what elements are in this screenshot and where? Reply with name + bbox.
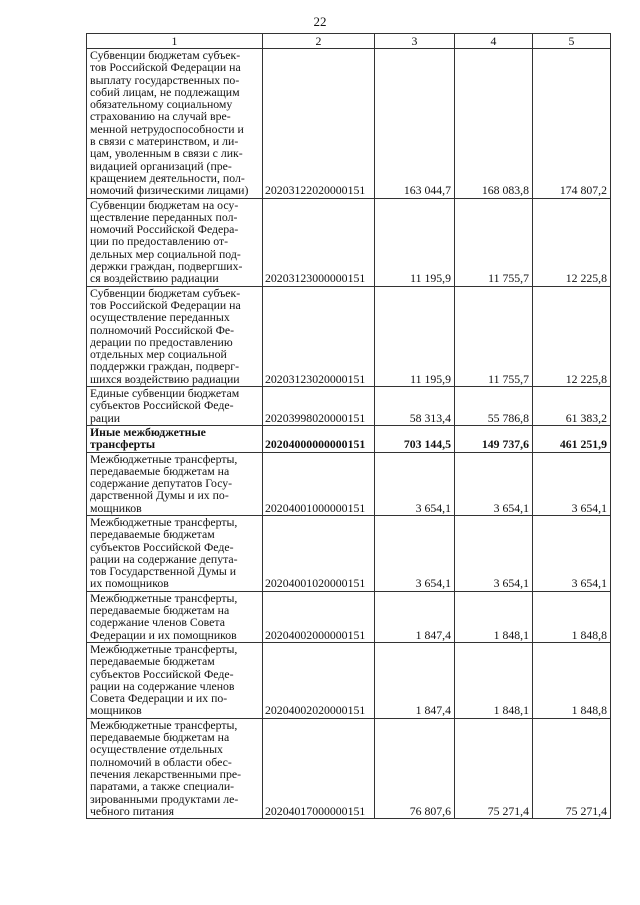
row-value-col3: 703 144,5 <box>375 425 455 452</box>
row-value-col4: 11 755,7 <box>455 286 533 386</box>
row-name-cell: Межбюджетные трансферты, передаваемые бюджетам на осуществление отдельных полномочий в области обес- печения лекарственными пре- паратами, а также специали- зированными продуктами ле- чебного питания <box>87 718 263 818</box>
column-header: 2 <box>263 34 375 49</box>
row-value-col4: 1 848,1 <box>455 591 533 642</box>
page-number: 22 <box>313 14 327 29</box>
row-value-col4: 55 786,8 <box>455 387 533 426</box>
row-code-cell: 20203123020000151 <box>263 286 375 386</box>
row-value-col4: 75 271,4 <box>455 718 533 818</box>
row-value-col3: 76 807,6 <box>375 718 455 818</box>
row-value-col3: 11 195,9 <box>375 286 455 386</box>
row-value-col5: 461 251,9 <box>533 425 611 452</box>
row-value-col5: 12 225,8 <box>533 198 611 286</box>
row-name-cell: Межбюджетные трансферты, передаваемые бюджетам на содержание членов Совета Федерации и их помощников <box>87 591 263 642</box>
row-value-col3: 58 313,4 <box>375 387 455 426</box>
row-value-col3: 3 654,1 <box>375 452 455 515</box>
row-code-cell: 20204002020000151 <box>263 642 375 718</box>
row-name-cell: Межбюджетные трансферты, передаваемые бюджетам субъектов Российской Феде- рации на содержание членов Совета Федерации и их по- мощников <box>87 642 263 718</box>
row-name-cell: Субвенции бюджетам на осу- ществление переданных пол- номочий Российской Федера- ции по предоставлению от- дельных мер социальной под- держки граждан, подвергших- ся воздействию радиации <box>87 198 263 286</box>
row-code-cell: 20204001000000151 <box>263 452 375 515</box>
row-name-cell: Субвенции бюджетам субъек- тов Российской Федерации на осуществление переданных полномочий Российской Фе- дерации по предоставлению отдельных мер социальной поддержки граждан, подверг- шихся воздействию радиации <box>87 286 263 386</box>
row-code-cell: 20204000000000151 <box>263 425 375 452</box>
table-row <box>87 387 611 426</box>
row-value-col5: 3 654,1 <box>533 452 611 515</box>
row-code-cell: 20203123000000151 <box>263 198 375 286</box>
row-value-col4: 3 654,1 <box>455 515 533 591</box>
table-row <box>87 49 611 199</box>
table-row <box>87 198 611 286</box>
row-code-cell: 20203122020000151 <box>263 49 375 199</box>
table-header-row <box>87 34 611 49</box>
row-value-col5: 12 225,8 <box>533 286 611 386</box>
row-value-col3: 1 847,4 <box>375 591 455 642</box>
row-name-cell: Единые субвенции бюджетам субъектов Российской Феде- рации <box>87 387 263 426</box>
table-row <box>87 452 611 515</box>
column-header: 1 <box>87 34 263 49</box>
row-value-col4: 3 654,1 <box>455 452 533 515</box>
table-row <box>87 591 611 642</box>
row-code-cell: 20203998020000151 <box>263 387 375 426</box>
column-header: 3 <box>375 34 455 49</box>
column-header: 4 <box>455 34 533 49</box>
row-value-col5: 174 807,2 <box>533 49 611 199</box>
budget-table <box>86 33 611 819</box>
row-code-cell: 20204001020000151 <box>263 515 375 591</box>
table-row <box>87 718 611 818</box>
row-value-col5: 1 848,8 <box>533 591 611 642</box>
table-row <box>87 425 611 452</box>
row-name-cell: Иные межбюджетные трансферты <box>87 425 263 452</box>
row-value-col5: 75 271,4 <box>533 718 611 818</box>
row-value-col5: 1 848,8 <box>533 642 611 718</box>
row-value-col5: 3 654,1 <box>533 515 611 591</box>
row-name-cell: Субвенции бюджетам субъек- тов Российской Федерации на выплату государственных по- собий лицам, не подлежащим обязательному социальному страхованию на случай вре- менной нетрудоспособности и в связи с материнством, и ли- цам, уволенным в связи с лик- видацией организаций (пре- кращением деятельности, пол- номочий физическими лицами) <box>87 49 263 199</box>
row-code-cell: 20204002000000151 <box>263 591 375 642</box>
table-row <box>87 515 611 591</box>
row-name-cell: Межбюджетные трансферты, передаваемые бюджетам на содержание депутатов Госу- дарственной Думы и их по- мощников <box>87 452 263 515</box>
row-value-col3: 163 044,7 <box>375 49 455 199</box>
row-value-col3: 11 195,9 <box>375 198 455 286</box>
column-header: 5 <box>533 34 611 49</box>
row-value-col4: 1 848,1 <box>455 642 533 718</box>
row-value-col5: 61 383,2 <box>533 387 611 426</box>
row-code-cell: 20204017000000151 <box>263 718 375 818</box>
row-name-cell: Межбюджетные трансферты, передаваемые бюджетам субъектов Российской Феде- рации на содержание депута- тов Государственной Думы и их помощников <box>87 515 263 591</box>
table-row <box>87 642 611 718</box>
table-row <box>87 286 611 386</box>
row-value-col4: 168 083,8 <box>455 49 533 199</box>
row-value-col4: 149 737,6 <box>455 425 533 452</box>
row-value-col3: 3 654,1 <box>375 515 455 591</box>
row-value-col3: 1 847,4 <box>375 642 455 718</box>
row-value-col4: 11 755,7 <box>455 198 533 286</box>
